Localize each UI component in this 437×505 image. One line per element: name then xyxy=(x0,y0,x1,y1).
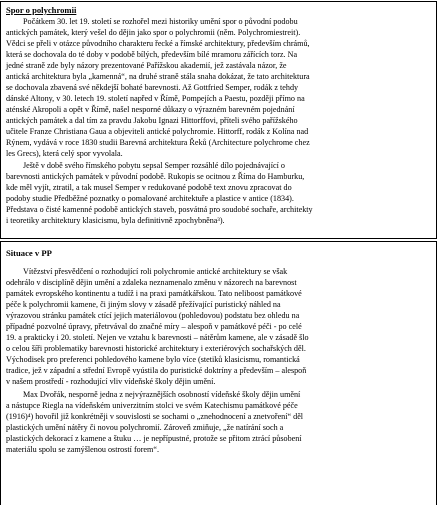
paragraph-line: dánské Altony, v 30. letech 19. století napřed v Římě, Pompejích a Paestu, později přímo na xyxy=(6,94,305,103)
paragraph-line: podoby studie Předběžné poznatky o pomalované architektuře a plastice v antice (1834). xyxy=(6,194,294,203)
paragraph-line: péče k polychromii kamene, či jiným slovy v zásadě přežívající puristický náhled na xyxy=(6,300,281,309)
paragraph-line: kde měl vyjít, ztratil, a tak musel Semper v redukované podobě text znovu zpracovat do xyxy=(6,183,292,192)
paragraph-line: Vítězství přesvědčení o rozhodující roli polychromie antické architektury se však xyxy=(23,267,288,276)
paragraph-line: Max Dvořák, nesporně jedna z nejvýraznějších osobností vídeňské školy dějin umění xyxy=(23,390,301,399)
paragraph-line: a nástupce Riegla na vídeňském univerzitním stolci ve svém Katechismu památkové péče xyxy=(6,401,298,410)
paragraph-line: Vědci se přeli v otázce původního charakteru řecké a římské architektury, především chrámů, xyxy=(6,39,310,48)
paragraph-line: materiálu spolu se zamýšlenou ostrostí forem“. xyxy=(6,445,159,454)
paragraph-line: se dochovala zbavená své někdejší bohaté barevnosti. Až Gottfried Semper, rodák z tehdy xyxy=(6,83,299,92)
paragraph-line: les Grecs), která celý spor vyvolala. xyxy=(6,149,123,158)
paragraph-line: antická architektura byla „kamenná“, na druhé straně stála snaha dokázat, že tato architektura xyxy=(6,72,310,81)
paragraph-line: (1916)⁴) hovořil již konkrétněji v souvislosti se sochami o „znehodnocení a znetvoření“ děl xyxy=(6,412,304,421)
paragraph-line: plastických dekorací z kamene a štuku … je nepřípustné, protože se přitom ztrácí působení xyxy=(6,434,302,443)
paragraph-line: Představa o čisté kamenné podobě antických staveb, posvátná pro soudobé sochaře, architekty xyxy=(6,205,313,214)
section-heading: Situace v PP xyxy=(6,248,52,258)
paragraph-line: památek evropského kontinentu a tudíž i na praxi památkářskou. Tato neliboost památkové xyxy=(6,289,302,298)
paragraph-line: tradice, jež v západní a střední Evropě vyústila do puristické doktríny a především – alespoň xyxy=(6,366,307,375)
paragraph-line: plastických umění nátěry či novou polychromií. Zároveň zmiňuje, „že natírání soch a xyxy=(6,423,284,432)
paragraph-line: i teoretiky architektury klasicismu, byla definitivně zpochybněna³). xyxy=(6,216,225,225)
paragraph-line: o celou šíři problematiky barevnosti historické architektury i exteriérových sochařských děl. xyxy=(6,344,306,353)
paragraph-line: Ještě v době svého římského pobytu sepsal Semper rozsáhlé dílo pojednávající o xyxy=(23,161,285,170)
paragraph-line: Rýnem, vydává v roce 1830 studii Barevná architektura Řeků (Architecture polychrome chez xyxy=(6,138,310,147)
paragraph-line: Východisek pro preferenci pohledového kamene bylo více (stetiků klasicismu, romantická xyxy=(6,355,300,364)
paragraph-line: aténské Akropoli a opět v Římě, našel nesporné důkazy o výrazném barevném pojednání xyxy=(6,105,295,114)
paragraph-line: případné pozvolné úpravy, přetrvával do značné míry – alespoň v památkové péči - po celé xyxy=(6,322,302,331)
paragraph-line: výrazovou stránku památek ctící jejich materiálovou (pohledovou) podstatu bez ohledu na xyxy=(6,311,300,320)
paragraph-line: antických památek a dal tím za pravdu Jakobu Ignazi Hittorffovi, příteli svého pařížského xyxy=(6,116,298,125)
paragraph-line: odehrálo v disciplíně dějin umění a zdaleka neznamenalo změnu v názorech na barevnost xyxy=(6,278,297,287)
section-situace-v-pp xyxy=(0,241,437,505)
paragraph-line: která se dochovala do té doby v podobě bílých, především bílé mramoru zářících torz. Na xyxy=(6,50,298,59)
paragraph-line: učitele Franze Christiana Gaua a objeviteli antické polychromie. Hittorff, rodák z Kolína nad xyxy=(6,127,309,136)
paragraph-line: barevnosti antických památek v původní podobě. Rukopis se ocitnou z Říma do Hamburku, xyxy=(6,172,305,181)
section-heading: Spor o polychromii xyxy=(6,5,77,15)
paragraph-line: jedné straně zde byly názory prezentované Pařížskou akademií, jež zastávala názor, že xyxy=(6,61,287,70)
paragraph-line: v našem prostředí - rozhodující vliv vídeňské školy dějin umění. xyxy=(6,377,216,386)
paragraph-line: 19. a prakticky i 20. století. Nejen ve vztahu k barevnosti – nátěrům kamene, ale v zásadě šlo xyxy=(6,333,309,342)
section-spor-o-polychromii xyxy=(0,1,437,239)
paragraph-line: Počátkem 30. let 19. století se rozhořel mezi historiky umění spor o původní podobu xyxy=(23,17,298,26)
paragraph-line: antických památek, který vešel do dějin jako spor o polychromii (něm. Polychromiestreit). xyxy=(6,28,301,37)
